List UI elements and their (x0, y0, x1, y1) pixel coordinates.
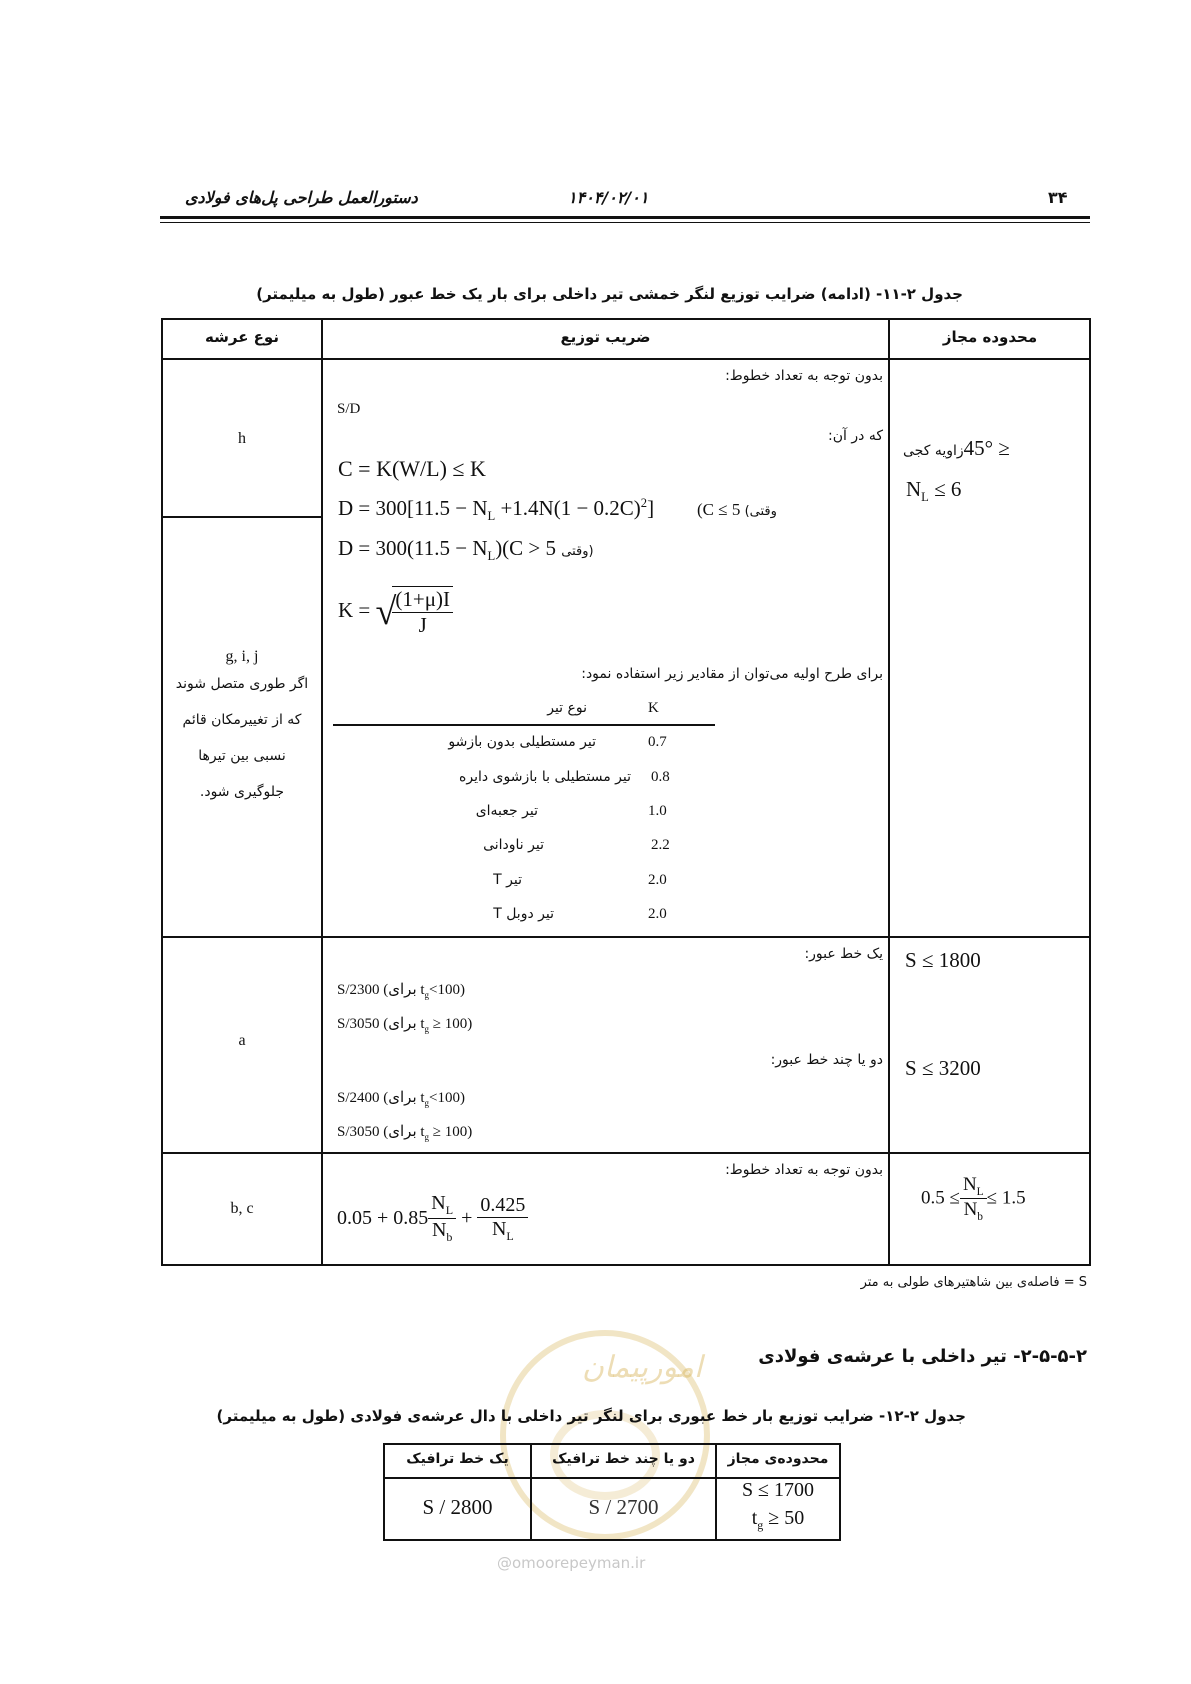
sd-value: S/D (337, 401, 361, 417)
table2-one-lane-value: S / 2800 (422, 1495, 493, 1519)
table2-header-multi-lane: دو یا چند خط ترافیک (552, 1451, 695, 1467)
table1 (161, 318, 1091, 1266)
header-range: محدوده مجاز (942, 328, 1038, 346)
k-table-head-k: K (648, 700, 659, 716)
formula-k: K = √ $\frac{(1+\mu)I}{J}$ (338, 586, 453, 638)
k-row-type: تیر مستطیلی بدون بازشو (448, 734, 596, 750)
range-bc: 0.5 ≤ $\frac{N_L}{N_b}$ ≤ 1.5 (921, 1174, 1026, 1223)
deck-type-h: h (238, 430, 246, 447)
k-row-value: 0.8 (651, 769, 670, 785)
formula-c: C = K(W/L) ≤ K (338, 456, 486, 481)
table2-caption: جدول ۲-۱۲- ضرایب توزیع بار خط عبوری برای لنگر تیر داخلی با دال عرشه‌ی فولادی (طول به میلیمتر) (216, 1407, 966, 1425)
table1-h-divider (163, 516, 321, 518)
table1-caption: جدول ۲-۱۱- (ادامه) ضرایب توزیع لنگر خمشی تیر داخلی برای بار یک خط عبور (طول به میلیمتر) (256, 285, 963, 303)
table2-header-one-lane: یک خط ترافیک (406, 1451, 509, 1467)
one-lane-a: S/2300 (برای $t_g<100$) (337, 982, 466, 1000)
table1-footnote: S = فاصله‌ی بین شاهتیرهای طولی به متر (860, 1275, 1087, 1290)
table1-col-divider-1 (321, 320, 323, 1264)
k-row-value: 2.0 (648, 872, 667, 888)
formula-d2: $D = 300(11.5 - N_L)(C > 5$ وقتی) (338, 536, 594, 564)
table2-range-t: $t_g \ge 50$ (751, 1507, 805, 1532)
watermark-text: امورپیمان (582, 1350, 703, 1385)
k-row-type: تیر ناودانی (483, 837, 544, 853)
deck-type-gij-note-4: جلوگیری شود. (199, 784, 285, 800)
section-heading: ۲-۵-۵-۲- تیر داخلی با عرشه‌ی فولادی (758, 1346, 1087, 1367)
deck-type-gij-note-2: که از تغییرمکان قائم (182, 712, 302, 728)
range-skew-angle: 45° ≥زاویه کجی (903, 436, 1010, 460)
formula-d1: $D = 300[11.5 - N_L +1.4N(1 - 0.2C)^2]$ (338, 496, 655, 524)
k-row-value: 2.2 (651, 837, 670, 853)
one-lane-label: یک خط عبور: (804, 946, 883, 962)
range-s-1800: S ≤ 1800 (905, 948, 981, 972)
k-row-value: 1.0 (648, 803, 667, 819)
table2-range-s: S ≤ 1700 (741, 1479, 815, 1501)
k-table-head-type: نوع تیر (547, 700, 587, 716)
header-factor: ضریب توزیع (560, 328, 651, 346)
k-row-type: تیر مستطیلی با بازشوی دایره (459, 769, 631, 785)
k-row-type: تیر جعبه‌ای (475, 803, 538, 819)
deck-type-a: a (238, 1032, 246, 1049)
table1-header-divider (163, 358, 1089, 360)
formula-bc: 0.05 + 0.85 $\frac{N_L}{N_b}$ + $\frac{0.425}{N_L}$ (337, 1192, 528, 1245)
k-row-value: 0.7 (648, 734, 667, 750)
table2-header-range: محدوده‌ی مجاز (727, 1451, 829, 1467)
prelim-label: برای طرح اولیه می‌توان از مقادیر زیر استفاده نمود: (581, 666, 883, 682)
range-s-3200: S ≤ 3200 (905, 1056, 981, 1080)
header-deck-type: نوع عرشه (205, 328, 279, 346)
regardless-lanes-label-2: بدون توجه به تعداد خطوط: (725, 1162, 883, 1178)
header-rule-thick (160, 216, 1090, 219)
deck-type-gij: g, i, j (225, 648, 259, 665)
multi-lane-b: S/3050 (برای $t_g \ge 100$) (337, 1124, 473, 1142)
k-row-value: 2.0 (648, 906, 667, 922)
multi-lane-a: S/2400 (برای $t_g<100$) (337, 1090, 466, 1108)
k-table-rule (333, 724, 715, 726)
formula-d1-cond: (C ≤ 5 (وقتی (697, 500, 777, 519)
deck-type-bc: b, c (230, 1200, 254, 1217)
multi-lane-label: دو یا چند خط عبور: (770, 1052, 883, 1068)
deck-type-gij-note-3: نسبی بین تیرها (198, 748, 286, 764)
table2 (383, 1443, 841, 1541)
watermark-url: @omoorepeyman.ir (497, 1554, 646, 1572)
page-number: ۳۴ (1048, 188, 1068, 207)
table1-col-divider-2 (888, 320, 890, 1264)
range-nl: $N_L \le 6$ (906, 477, 962, 505)
table1-row2-divider (163, 936, 1089, 938)
table1-row3-divider (163, 1152, 1089, 1154)
regardless-lanes-label: بدون توجه به تعداد خطوط: (725, 368, 883, 384)
where-label: که در آن: (828, 428, 883, 444)
table2-multi-lane-value: S / 2700 (588, 1495, 659, 1519)
header-rule-thin (160, 222, 1090, 223)
one-lane-b: S/3050 (برای $t_g \ge 100$) (337, 1016, 473, 1034)
header-date: ۱۴۰۴/۰۲/۰۱ (568, 188, 649, 207)
k-row-type: تیر T (493, 872, 522, 888)
deck-type-gij-note-1: اگر طوری متصل شوند (175, 676, 309, 692)
header-title: دستورالعمل طراحی پل‌های فولادی (185, 188, 418, 207)
k-row-type: تیر دوبل T (493, 906, 554, 922)
